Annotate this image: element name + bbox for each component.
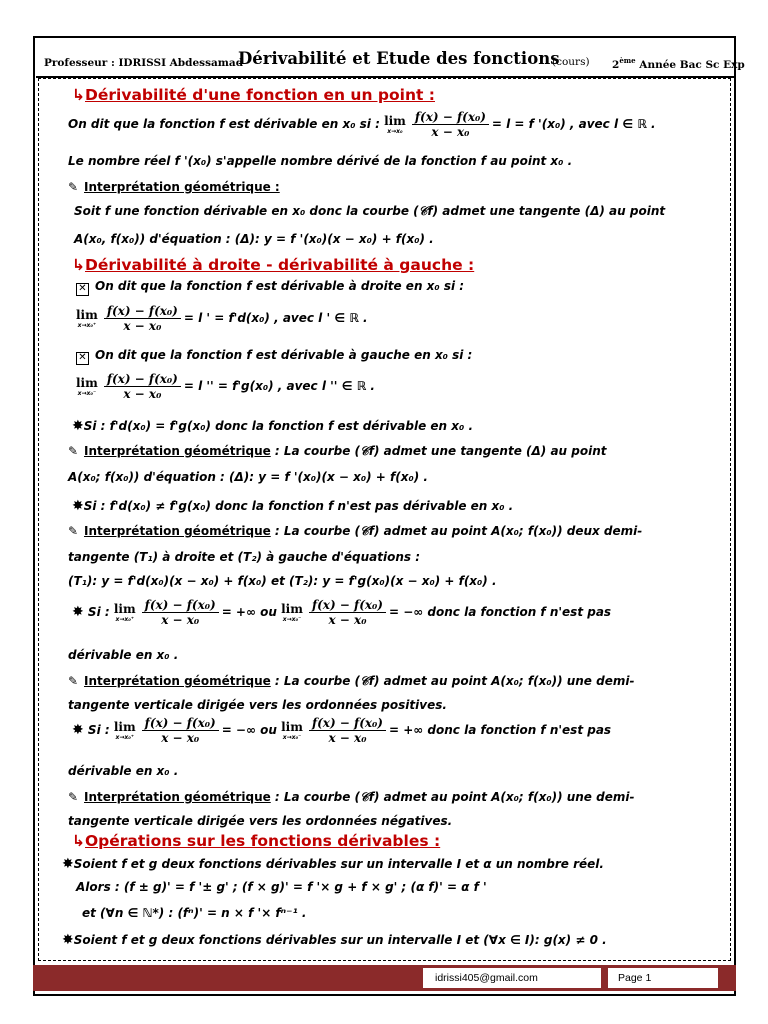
interpretation-heading: ✎ Interprétation géométrique :: [68, 180, 280, 194]
derivative-number-line: Le nombre réel f '(x₀) s'appelle nombre dérivé de la fonction f au point x₀ .: [68, 154, 573, 168]
vertical-up-text: tangente verticale dirigée vers les ordonnées positives.: [68, 698, 447, 712]
not-derivable-text-1: dérivable en x₀ .: [68, 648, 179, 662]
limit-operator: lim x→x₀: [384, 114, 406, 135]
star-bullet-icon: ✸: [72, 722, 84, 738]
unequal-derivatives-rule: ✸Si : f'd(x₀) ≠ f'g(x₀) donc la fonction f n'est pas dérivable en x₀ .: [72, 498, 514, 514]
difference-quotient: $\frac{\text{f(x) − f(x₀)}}{\text{x − x₀}}$: [104, 372, 181, 401]
hand-pointing-arrow-icon: ↳: [72, 832, 85, 850]
star-bullet-icon: ✸: [72, 498, 84, 514]
section-heading-derivability: ↳Dérivabilité d'une fonction en un point :: [72, 86, 435, 104]
difference-quotient: $\frac{\text{f(x) − f(x₀)}}{\text{x − x₀}}$: [309, 598, 386, 627]
infinite-limit-rule-2: ✸ Si : lim x→x₀⁺ $\frac{\text{f(x) − f(x₀)}}{\text{x − x₀}}$ = −∞ ou lim x→x₀⁻ $\frac{\text{f(x) − f(x₀)}}{\text{x − x₀}}$ = +∞ donc la fonction f n'est pas: [72, 716, 612, 745]
hand-pointing-arrow-icon: ↳: [72, 256, 85, 274]
half-tangents-text: tangente (T₁) à droite et (T₂) à gauche d'équations :: [68, 550, 420, 564]
right-limit-formula: lim x→x₀⁺ $\frac{\text{f(x) − f(x₀)}}{\text{x − x₀}}$ = l ' = f'd(x₀) , avec l ' ∈ ℝ .: [76, 304, 368, 333]
checked-box-icon: ✕: [76, 283, 89, 296]
star-bullet-icon: ✸: [72, 418, 84, 434]
document-kind: (cours): [552, 56, 590, 68]
vertical-down-text: tangente verticale dirigée vers les ordonnées négatives.: [68, 814, 453, 828]
difference-quotient: $\frac{\text{f(x) − f(x₀)}}{\text{x − x₀}}$: [309, 716, 386, 745]
interpretation-half-tangents: ✎ Interprétation géométrique : La courbe (𝒞f) admet au point A(x₀; f(x₀)) deux demi-: [68, 524, 643, 538]
page-header: [44, 46, 745, 76]
limit-operator: lim x→x₀⁻: [281, 720, 303, 741]
interpretation-vertical-up: ✎ Interprétation géométrique : La courbe (𝒞f) admet au point A(x₀; f(x₀)) une demi-: [68, 674, 635, 688]
footer-email: idrissi405@gmail.com: [423, 968, 601, 988]
infinite-limit-rule-1: ✸ Si : lim x→x₀⁺ $\frac{\text{f(x) − f(x₀)}}{\text{x − x₀}}$ = +∞ ou lim x→x₀⁻ $\frac{\text{f(x) − f(x₀)}}{\text{x − x₀}}$ = −∞ donc la fonction f n'est pas: [72, 598, 612, 627]
left-derivability-definition: ✕ On dit que la fonction f est dérivable à gauche en x₀ si :: [76, 348, 472, 365]
quotient-hypothesis: ✸Soient f et g deux fonctions dérivables sur un intervalle I et (∀x ∈ I): g(x) ≠ 0 .: [62, 932, 607, 948]
class-level: 2ème Année Bac Sc Exp: [612, 56, 745, 71]
tangent-equation: A(x₀, f(x₀)) d'équation : (Δ): y = f '(x₀)(x − x₀) + f(x₀) .: [74, 232, 434, 246]
difference-quotient: $\frac{\text{f(x) − f(x₀)}}{\text{x − x₀}}$: [104, 304, 181, 333]
pencil-icon: ✎: [68, 674, 79, 688]
operations-formulas: Alors : (f ± g)' = f '± g' ; (f × g)' = f '× g + f × g' ; (α f)' = α f ': [76, 880, 487, 894]
checked-box-icon: ✕: [76, 352, 89, 365]
equal-derivatives-rule: ✸Si : f'd(x₀) = f'g(x₀) donc la fonction f est dérivable en x₀ .: [72, 418, 474, 434]
difference-quotient: $\frac{\text{f(x) − f(x₀)}}{\text{x − x₀}}$: [142, 598, 219, 627]
limit-operator: lim x→x₀⁻: [76, 376, 98, 397]
pencil-icon: ✎: [68, 524, 79, 538]
hand-pointing-arrow-icon: ↳: [72, 86, 85, 104]
star-bullet-icon: ✸: [62, 856, 74, 872]
not-derivable-text-2: dérivable en x₀ .: [68, 764, 179, 778]
operations-hypothesis: ✸Soient f et g deux fonctions dérivables sur un intervalle I et α un nombre réel.: [62, 856, 604, 872]
star-bullet-icon: ✸: [62, 932, 74, 948]
pencil-icon: ✎: [68, 444, 79, 458]
pencil-icon: ✎: [68, 790, 79, 804]
pencil-icon: ✎: [68, 180, 79, 194]
definition-line: On dit que la fonction f est dérivable en x₀ si : lim x→x₀ $\frac{\text{f(x) − f(x₀)}}{\text{x − x₀}}$ = l = f '(x₀) , avec l ∈ ℝ .: [68, 110, 656, 139]
half-tangent-equations: (T₁): y = f'd(x₀)(x − x₀) + f(x₀) et (T₂): y = f'g(x₀)(x − x₀) + f(x₀) .: [68, 574, 497, 588]
power-formula: et (∀n ∈ ℕ*) : (fⁿ)' = n × f '× fⁿ⁻¹ .: [82, 906, 307, 920]
professor-name: Professeur : IDRISSI Abdessamad: [44, 57, 244, 69]
interpretation-vertical-down: ✎ Interprétation géométrique : La courbe (𝒞f) admet au point A(x₀; f(x₀)) une demi-: [68, 790, 635, 804]
document-title: Dérivabilité et Etude des fonctions: [238, 49, 560, 68]
section-heading-one-sided: ↳Dérivabilité à droite - dérivabilité à gauche :: [72, 256, 475, 274]
left-limit-formula: lim x→x₀⁻ $\frac{\text{f(x) − f(x₀)}}{\text{x − x₀}}$ = l '' = f'g(x₀) , avec l '' ∈ ℝ .: [76, 372, 375, 401]
limit-operator: lim x→x₀⁺: [113, 720, 136, 741]
limit-operator: lim x→x₀⁺: [113, 602, 136, 623]
tangent-equation-2: A(x₀; f(x₀)) d'équation : (Δ): y = f '(x₀)(x − x₀) + f(x₀) .: [68, 470, 428, 484]
section-heading-operations: ↳Opérations sur les fonctions dérivables :: [72, 832, 441, 850]
page-number: Page 1: [608, 968, 718, 988]
star-bullet-icon: ✸: [72, 604, 84, 620]
limit-operator: lim x→x₀⁺: [76, 308, 98, 329]
interpretation-tangent: ✎ Interprétation géométrique : La courbe (𝒞f) admet une tangente (Δ) au point: [68, 444, 607, 458]
difference-quotient: $\frac{\text{f(x) − f(x₀)}}{\text{x − x₀}}$: [142, 716, 219, 745]
right-derivability-definition: ✕ On dit que la fonction f est dérivable à droite en x₀ si :: [76, 279, 464, 296]
tangent-line-text: Soit f une fonction dérivable en x₀ donc la courbe (𝒞f) admet une tangente (Δ) au point: [74, 204, 666, 218]
limit-operator: lim x→x₀⁻: [281, 602, 303, 623]
difference-quotient: $\frac{\text{f(x) − f(x₀)}}{\text{x − x₀}}$: [412, 110, 489, 139]
